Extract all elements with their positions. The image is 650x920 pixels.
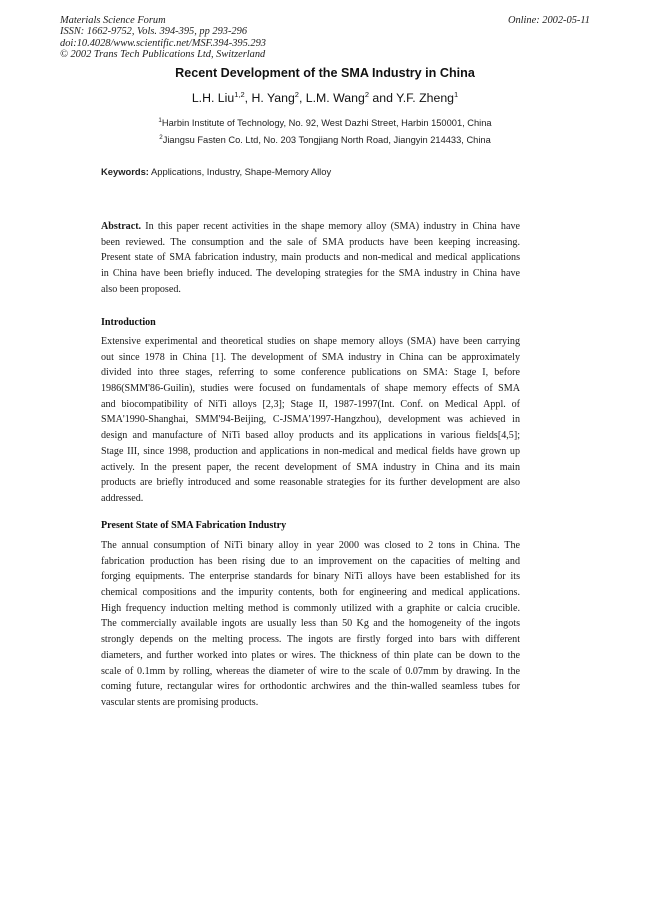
author-affiliation-mark: 1,2: [234, 90, 245, 99]
text-line: divided into three stages, referring to some conference publications on SMA: Stage I, before: [101, 367, 520, 379]
text-line: actively. In the present paper, the recent development of SMA industry in China and its main: [101, 461, 520, 473]
text-line: The annual consumption of NiTi binary alloy in year 2000 was closed to 2 tons in China. The: [101, 540, 520, 551]
journal-header: [60, 15, 390, 60]
affiliation-text: Jiangsu Fasten Co. Ltd, No. 203 Tongjiang North Road, Jiangyin 214433, China: [162, 135, 491, 145]
abstract-label: Abstract.: [101, 221, 142, 232]
journal-name: Materials Science Forum: [60, 15, 166, 26]
doi-line: doi:10.4028/www.scientific.net/MSF.394-395.293: [60, 37, 266, 49]
text-line: forging equipments. The enterprise standards for binary NiTi alloys have been established for its: [101, 571, 520, 583]
text-line: Stage III, since 1998, production and applications in non-medical and medical fields have grown up: [101, 445, 520, 457]
keywords: [101, 166, 331, 177]
affiliation-mark: 1: [158, 117, 162, 124]
copyright-line: © 2002 Trans Tech Publications Ltd, Switzerland: [60, 48, 266, 60]
author-affiliation-mark: 2: [294, 90, 299, 99]
keywords-text: Applications, Industry, Shape-Memory Alloy: [151, 166, 332, 177]
text-line: addressed.: [101, 492, 144, 504]
abstract-line-text: In this paper recent activities in the shape memory alloy (SMA) industry in China have: [141, 221, 520, 232]
author-name: , L.M. Wang: [298, 91, 365, 105]
introduction-paragraph: [101, 334, 520, 507]
keywords-label: Keywords:: [101, 166, 149, 177]
abstract-paragraph: [101, 219, 520, 297]
affiliation-text: Harbin Institute of Technology, No. 92, West Dazhi Street, Harbin 150001, China: [161, 118, 492, 128]
affiliation-1: [0, 118, 650, 128]
author-affiliation-mark: 1: [454, 90, 459, 99]
text-line: strongly depends on the melting process. The ingots are firstly forged into bars with different: [101, 634, 520, 646]
author-name: L.H. Liu: [191, 91, 235, 105]
section-heading-present-state: Present State of SMA Fabrication Industry: [101, 520, 287, 531]
text-line: High frequency induction melting method is commonly utilized with a graphite or calcia crucible.: [101, 602, 520, 614]
author-affiliation-mark: 2: [364, 90, 369, 99]
text-line: out since 1978 in China [1]. The development of SMA industry in China can be approximately: [101, 351, 520, 363]
present-state-paragraph: [101, 538, 520, 711]
text-line: Extensive experimental and theoretical studies on shape memory alloys (SMA) have been carrying: [101, 336, 520, 347]
text-line: in China have been briefly induced. The developing strategies for the SMA industry in China have: [101, 268, 520, 280]
text-line: fabrication production has been rising due to an improvement on the capacities of melting and: [101, 555, 520, 567]
paper-title: Recent Development of the SMA Industry in China: [175, 66, 475, 80]
text-line: scale of 0.1mm by rolling, whereas the diameter of wire to the scale of 0.07mm by drawing. In the: [101, 665, 520, 677]
issn-line: ISSN: 1662-9752, Vols. 394-395, pp 293-296: [60, 26, 248, 38]
text-line: and biocompatibility of NiTi alloys [2,3]; Stage II, 1987-1997(Int. Conf. on Medical Appl. of: [101, 398, 520, 410]
text-line: also been proposed.: [101, 283, 181, 295]
author-name: , H. Yang: [244, 91, 295, 105]
author-name: and Y.F. Zheng: [368, 91, 454, 105]
section-heading-introduction: Introduction: [101, 317, 156, 328]
affiliation-2: [0, 135, 650, 145]
text-line: SMA'1990-Shanghai, SMM'94-Beijing, C-JSMA'1997-Hangzhou), development was achieved in: [101, 414, 520, 426]
author-list: [0, 91, 650, 105]
text-line: coming future, rectangular wires for orthodontic archwires and the thin-walled seamless tubes for: [101, 681, 520, 693]
text-line: chemical compositions and the impurity contents, both for engineering and medical applications.: [101, 587, 520, 599]
text-line: been reviewed. The consumption and the sale of SMA products have been keeping increasing.: [101, 236, 520, 248]
text-line: diameters, and further worked into plates or wires. The thickness of thin plate can be down to the: [101, 649, 520, 661]
text-line: vascular stents are promising products.: [101, 696, 259, 708]
online-date: Online: 2002-05-11: [507, 15, 590, 26]
text-line: products are briefly introduced and some reasonable strategies for its further development are also: [101, 477, 520, 489]
text-line: Present state of SMA fabrication industry, main products and non-medical and medical applications: [101, 252, 520, 264]
text-line: [101, 219, 520, 235]
text-line: 1986(SMM'86-Guilin), studies were focused on fundamentals of shape memory effects of SMA: [101, 383, 520, 395]
affiliation-mark: 2: [159, 134, 163, 141]
text-line: The commercially available ingots are usually less than 50 Kg and the homogeneity of the ingots: [101, 618, 520, 630]
text-line: design and manufacture of NiTi based alloy products and its applications in various fields[4,5];: [101, 430, 520, 442]
